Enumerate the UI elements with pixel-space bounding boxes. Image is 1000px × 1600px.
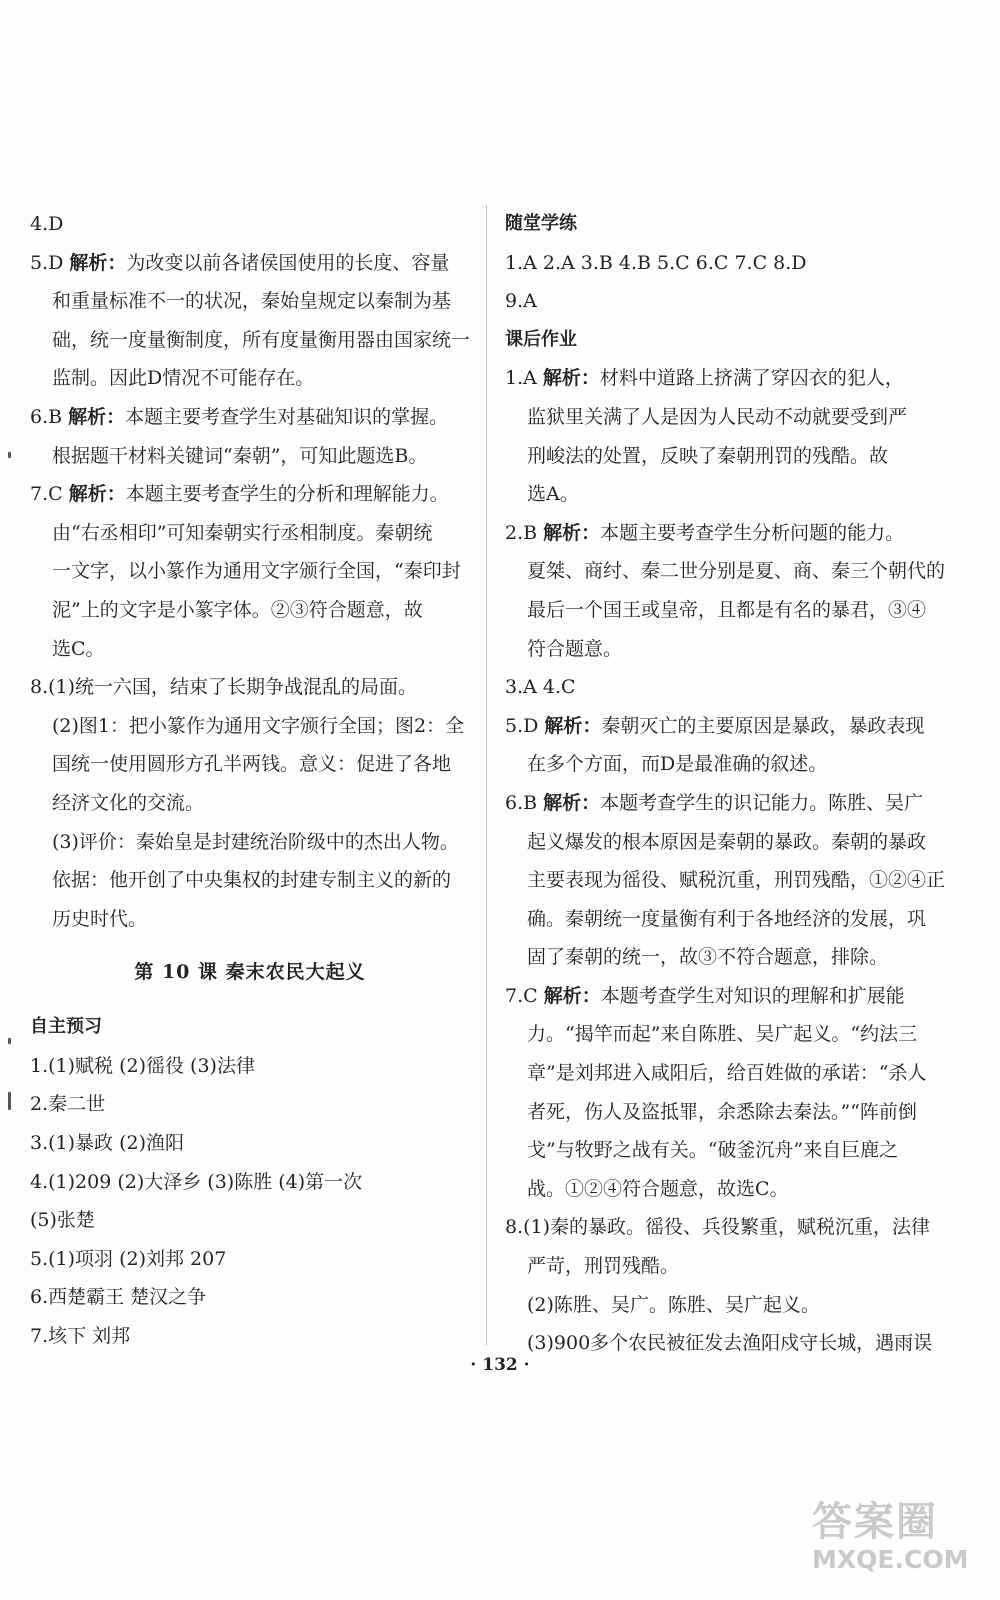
analysis-label: 解析： bbox=[544, 714, 602, 737]
answer-line: 战。①②④符合题意，故选C。 bbox=[527, 1177, 789, 1200]
answer-line: (2)图1：把小篆作为通用文字颁行全国；图2：全 bbox=[52, 714, 465, 737]
analysis-text: 秦朝灭亡的主要原因是暴政，暴政表现 bbox=[601, 714, 925, 737]
analysis-label: 解析： bbox=[542, 367, 600, 390]
answer-line bbox=[30, 244, 470, 283]
margin-mark bbox=[8, 1092, 11, 1110]
answer-item bbox=[30, 398, 470, 475]
answer-line: 者死，伤人及盗抵罪，余悉除去秦法。”“阵前倒 bbox=[527, 1100, 917, 1123]
analysis-text: 材料中道路上挤满了穿囚衣的犯人， bbox=[599, 367, 904, 390]
margin-mark bbox=[8, 1038, 11, 1044]
answer-line: 由“右丞相印”可知秦朝实行丞相制度。秦朝统 bbox=[52, 521, 433, 544]
answer-line: 一文字，以小篆作为通用文字颁行全国，“秦印封 bbox=[52, 560, 461, 583]
answer-line bbox=[505, 359, 945, 398]
answer-line: 8.(1)秦的暴政。徭役、兵役繁重，赋税沉重，法律 bbox=[505, 1216, 931, 1239]
section-heading: 课后作业 bbox=[505, 328, 577, 350]
answer-line: 泥”上的文字是小篆字体。②③符合题意，故 bbox=[52, 598, 423, 621]
watermark-logo-text: 答案圈 bbox=[812, 1499, 938, 1545]
preview-item: 7.垓下 刘邦 bbox=[30, 1325, 131, 1348]
answer-line: 历史时代。 bbox=[52, 907, 148, 930]
answer-line bbox=[505, 514, 945, 553]
answer-line: 8.(1)统一六国，结束了长期争战混乱的局面。 bbox=[30, 676, 418, 699]
answer-item bbox=[505, 784, 945, 977]
answer-number: 5.D bbox=[505, 714, 545, 737]
answer-item bbox=[505, 359, 945, 513]
answer-number: 7.C bbox=[505, 984, 544, 1007]
watermark-url: MXQE.COM bbox=[812, 1545, 969, 1574]
analysis-label: 解析： bbox=[543, 984, 601, 1007]
answer-item bbox=[30, 205, 470, 244]
answer-line: 确。秦朝统一度量衡有利于各地经济的发展，巩 bbox=[527, 907, 927, 930]
answer-number: 7.C bbox=[30, 483, 69, 506]
answer-line: 符合题意。 bbox=[527, 637, 623, 660]
analysis-text: 本题主要考查学生对基础知识的掌握。 bbox=[125, 405, 449, 428]
answer-line: 国统一使用圆形方孔半两钱。意义：促进了各地 bbox=[52, 753, 452, 776]
watermark-logo bbox=[812, 1498, 980, 1586]
answer-line bbox=[505, 977, 945, 1016]
answer-line: 础，统一度量衡制度，所有度量衡用器由国家统一 bbox=[52, 328, 471, 351]
answer-line: 选C。 bbox=[52, 637, 105, 660]
preview-item: 3.(1)暴政 (2)渔阳 bbox=[30, 1132, 184, 1155]
answer-line: 选A。 bbox=[527, 483, 579, 506]
answer-line bbox=[505, 707, 945, 746]
answer-line: 监狱里关满了人是因为人民动不动就要受到严 bbox=[527, 405, 908, 428]
answer-number: 6.B bbox=[30, 405, 69, 428]
answer-line: 根据题干材料关键词“秦朝”，可知此题选B。 bbox=[52, 444, 428, 467]
preview-item: 6.西楚霸王 楚汉之争 bbox=[30, 1286, 207, 1309]
section-heading: 随堂学练 bbox=[505, 213, 577, 234]
answer-line bbox=[30, 398, 470, 437]
answer-item bbox=[505, 514, 945, 668]
answer-number: 2.B bbox=[505, 521, 544, 544]
margin-mark bbox=[8, 452, 11, 458]
answer-line: 和重量标准不一的状况，秦始皇规定以秦制为基 bbox=[52, 290, 452, 313]
analysis-text: 本题考查学生的识记能力。陈胜、吴广 bbox=[600, 791, 924, 814]
right-column bbox=[505, 205, 945, 1363]
page-number: · 132 · bbox=[470, 1355, 530, 1375]
column-divider bbox=[486, 205, 487, 1345]
analysis-text: 本题考查学生对知识的理解和扩展能 bbox=[600, 984, 905, 1007]
preview-item: 5.(1)项羽 (2)刘邦 207 bbox=[30, 1247, 227, 1270]
preview-item: (5)张楚 bbox=[30, 1209, 95, 1232]
answer-line: 固了秦朝的统一，故③不符合题意，排除。 bbox=[527, 946, 889, 969]
practice-answers: 9.A bbox=[505, 290, 537, 313]
answer-line: 力。“揭竿而起”来自陈胜、吴广起义。“约法三 bbox=[527, 1023, 918, 1046]
answer-line: 章”是刘邦进入咸阳后，给百姓做的承诺：“杀人 bbox=[527, 1062, 927, 1085]
analysis-text: 本题主要考查学生的分析和理解能力。 bbox=[125, 483, 449, 506]
answer-item bbox=[30, 244, 470, 398]
answer-item bbox=[30, 668, 470, 938]
analysis-label: 解析： bbox=[543, 521, 601, 544]
answer-line: 3.A 4.C bbox=[505, 676, 576, 699]
answer-line: 监制。因此D情况不可能存在。 bbox=[52, 367, 315, 390]
analysis-label: 解析： bbox=[68, 483, 126, 506]
analysis-label: 解析： bbox=[68, 405, 126, 428]
answer-item bbox=[505, 977, 945, 1209]
answer-line: 在多个方面，而D是最准确的叙述。 bbox=[527, 753, 828, 776]
practice-answers: 1.A 2.A 3.B 4.B 5.C 6.C 7.C 8.D bbox=[505, 251, 807, 274]
left-column bbox=[30, 205, 470, 1356]
answer-line: 最后一个国王或皇帝，且都是有名的暴君，③④ bbox=[527, 598, 927, 621]
answer-line: 戈”与牧野之战有关。“破釜沉舟”来自巨鹿之 bbox=[527, 1139, 899, 1162]
answer-line: 经济文化的交流。 bbox=[52, 791, 205, 814]
answer-line: 夏桀、商纣、秦二世分别是夏、商、秦三个朝代的 bbox=[527, 560, 946, 583]
answer-line: 4.D bbox=[30, 213, 64, 235]
analysis-text: 本题主要考查学生分析问题的能力。 bbox=[600, 521, 905, 544]
analysis-label: 解析： bbox=[69, 251, 127, 274]
answer-item bbox=[505, 668, 945, 707]
preview-item: 2.秦二世 bbox=[30, 1093, 106, 1116]
answer-line: (2)陈胜、吴广。陈胜、吴广起义。 bbox=[527, 1293, 820, 1316]
preview-item: 4.(1)209 (2)大泽乡 (3)陈胜 (4)第一次 bbox=[30, 1170, 363, 1193]
answer-number: 5.D bbox=[30, 251, 70, 274]
lesson-title: 第 10 课 秦末农民大起义 bbox=[134, 961, 366, 984]
preview-item: 1.(1)赋税 (2)徭役 (3)法律 bbox=[30, 1054, 255, 1077]
answer-line: 起义爆发的根本原因是秦朝的暴政。秦朝的暴政 bbox=[527, 830, 927, 853]
answer-line: 依据：他开创了中央集权的封建专制主义的新的 bbox=[52, 869, 452, 892]
answer-item bbox=[505, 707, 945, 784]
answer-line: 主要表现为徭役、赋税沉重，刑罚残酷，①②④正 bbox=[527, 869, 946, 892]
answer-line: (3)评价：秦始皇是封建统治阶级中的杰出人物。 bbox=[52, 830, 459, 853]
answer-line bbox=[505, 784, 945, 823]
section-heading: 自主预习 bbox=[30, 1016, 102, 1038]
answer-line bbox=[30, 475, 470, 514]
answer-item bbox=[30, 475, 470, 668]
answer-number: 6.B bbox=[505, 791, 544, 814]
analysis-text: 为改变以前各诸侯国使用的长度、容量 bbox=[126, 251, 450, 274]
analysis-label: 解析： bbox=[543, 791, 601, 814]
answer-line: 严苛，刑罚残酷。 bbox=[527, 1255, 680, 1278]
answer-line: 刑峻法的处置，反映了秦朝刑罚的残酷。故 bbox=[527, 444, 889, 467]
answer-number: 1.A bbox=[505, 367, 543, 390]
answer-line: (3)900多个农民被征发去渔阳戍守长城，遇雨误 bbox=[527, 1332, 933, 1355]
answer-item bbox=[505, 1208, 945, 1362]
